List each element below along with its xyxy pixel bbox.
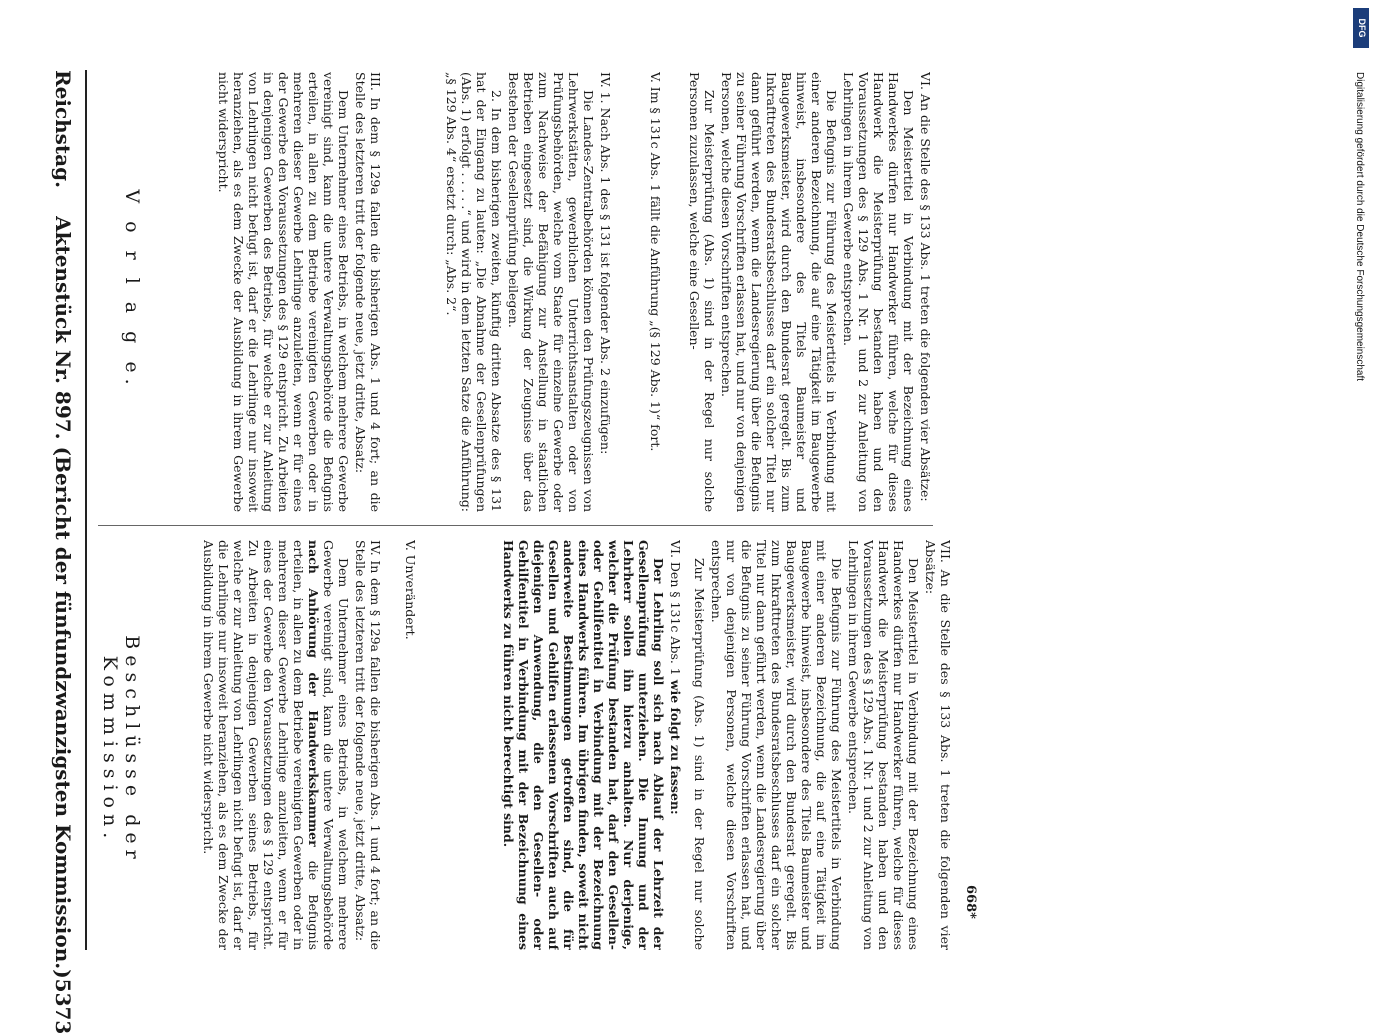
right-VI-prefix: VI. Den § 131c Abs. 1 <box>668 540 683 680</box>
left-VI-p3: Zur Meisterprüfung (Abs. 1) sind in der Regel nur solche Personen zuzulassen, welche eine Gesellen- <box>687 72 717 512</box>
left-VI-p2: Die Befugnis zur Führung des Meistertitels in Verbindung mit einer anderen Bezeichnung, die auf eine Tätigkeit im Baugewerbe hinweist, insbesondere des Titels Baumeister und Baugewerksmeister, wird durch den Bundesrat geregelt. Bis zum Inkrafttreten des Bundesratsbeschlusses darf ein solcher Titel nur dann geführt werden, wenn die Landesregierung über die Befugnis zu seiner Führung Vorschriften erlassen hat, und nur von denjenigen Personen, welche diesen Vorschriften entsprechen. <box>719 72 839 512</box>
left-III-body: Dem Unternehmer eines Betriebs, in welchem mehrere Gewerbe vereinigt sind, kann die untere Verwaltungsbehörde die Befugnis erteilen, in allen zu dem Betriebe vereinigten Gewerben oder in mehreren dieser Gewerbe Lehrlinge anzuleiten, wenn er für eines der Gewerbe den Voraussetzungen des § 129 entspricht. Zu Arbeiten in denjenigen Gewerben des Betriebs, für welche er zur Anleitung von Lehrlingen nicht befugt ist, darf er die Lehrlinge nur insoweit heranziehen, als es dem Zwecke der Ausbildung in ihrem Gewerbe nicht widerspricht. <box>216 72 351 512</box>
right-IV-text-a: Dem Unternehmer eines Betriebs, in welchem mehrere Gewerbe vereinigt sind, kann die untere Verwaltungsbehörde <box>321 540 351 950</box>
right-IV-body <box>201 540 351 950</box>
right-VII-heading: VII. An die Stelle des § 133 Abs. 1 treten die folgenden vier Absätze: <box>923 540 953 950</box>
right-VII-p2: Die Befugnis zur Führung des Meistertitels in Verbindung mit einer anderen Bezeichnung, die auf eine Tätigkeit im Baugewerbe hinweist, insbesondere des Titels Baumeister und Baugewerksmeister, wird durch den Bundesrat geregelt. Bis zum Inkrafttreten des Bundesratsbeschlusses darf ein solcher Titel nur dann geführt werden, wenn die Landesregierung über die Befugnis zu seiner Führung Vorschriften erlassen hat, und nur von denjenigen Personen, welche diesen Vorschriften entsprechen. <box>709 540 844 950</box>
right-section-V <box>396 540 418 950</box>
left-section-IV <box>398 72 613 512</box>
left-V-text: V. Im § 131c Abs. 1 fällt die Anführung „(§ 129 Abs. 1)“ fort. <box>648 72 663 452</box>
right-V-text: V. Unverändert. <box>403 540 418 640</box>
header-center: Aktenstück Nr. 897. (Bericht der fünfundzwanzigsten Kommission.) <box>51 216 75 979</box>
signature-mark: 668* <box>963 885 978 919</box>
right-section-VI <box>428 540 683 950</box>
right-column-title: Beschlüsse der Kommission. <box>99 635 143 865</box>
right-VI-body: Der Lehrling soll sich nach Ablauf der Lehrzeit der Gesellenprüfung unterziehen. Die Innung und der Lehrherr sollen ihn hierzu anhalten. Nur derjenige, welcher die Prüfung bestanden hat, darf den Gesellen- oder Gehilfentitel in Verbindung mit der Bezeichnung eines Handwerks führen. Im übrigen finden, soweit nicht anderweite Bestimmungen getroffen sind, die für Gesellen und Gehilfen erlassenen Vorschriften auch auf diejenigen Anwendung, die den Gesellen- oder Gehilfentitel in Verbindung mit der Bezeichnung eines Handwerks zu führen nicht berechtigt sind. <box>501 540 666 950</box>
right-IV-heading: IV. In dem § 129a fallen die bisherigen Abs. 1 und 4 fort; an die Stelle des letzteren tritt der folgende neue, jetzt dritte, Absatz: <box>353 540 383 950</box>
header-rule <box>85 70 87 950</box>
left-IV-2: 2. In dem bisherigen zweiten, künftig dritten Absatze des § 131 hat der Eingang zu lauten: „Die Abnahme der Gesellenprüfungen (Abs. 1) erfolgt . . . . .“ und wird in dem letzten Satze die Anführung: „§ 129 Abs. 4“ ersetzt durch: „Abs. 2“. <box>444 72 504 512</box>
left-section-VI <box>671 72 933 512</box>
dfg-logo: DFG <box>1353 8 1369 48</box>
left-IV-heading: IV. 1. Nach Abs. 1 des § 131 ist folgender Abs. 2 einzufügen: <box>598 72 613 455</box>
left-column-title: V o r l a g e. <box>121 189 143 391</box>
right-VI-heading <box>668 540 683 950</box>
left-section-III <box>148 72 383 512</box>
right-VII-p1: Den Meistertitel in Verbindung mit der Bezeichnung eines Handwerkes dürfen nur Handwerker führen, welche für dieses Handwerk die Meisterprüfung bestanden haben und den Voraussetzungen des § 129 Abs. 1 Nr. 1 und 2 zur Anleitung von Lehrlingen in ihrem Gewerbe entsprechen. <box>846 540 921 950</box>
header-left: Reichstag. <box>51 70 75 189</box>
left-III-heading: III. In dem § 129a fallen die bisherigen Abs. 1 und 4 fort; an die Stelle des letzteren tritt der folgende neue, jetzt dritte, Absatz: <box>353 72 383 512</box>
left-section-V <box>623 72 663 512</box>
right-section-VII <box>691 540 953 950</box>
column-divider <box>98 525 933 526</box>
left-VI-p1: Den Meistertitel in Verbindung mit der Bezeichnung eines Handwerkes dürfen nur Handwerker führen, welche für dieses Handwerk die Meisterprüfung bestanden haben und den Voraussetzungen des § 129 Abs. 1 Nr. 1 und 2 zur Anleitung von Lehrlingen in ihrem Gewerbe entsprechen. <box>841 72 916 512</box>
right-VII-p3: Zur Meisterprüfung (Abs. 1) sind in der Regel nur solche <box>692 558 707 950</box>
left-IV-body: Die Landes-Zentralbehörden können den Prüfungszeugnissen von Lehrwerkstätten, gewerblichen Unterrichtsanstalten oder von Prüfungsbehörden, welche vom Staate für einzelne Gewerbe oder zum Nachweise der Befähigung zur Anstellung in staatlichen Betrieben eingesetzt sind, die Wirkung der Zeugnisse über das Bestehen der Gesellenprüfung beilegen. <box>506 72 596 512</box>
right-IV-text-b: die Befugnis erteilen, in allen zu dem Betriebe vereinigten Gewerben oder in mehreren dieser Gewerbe Lehrlinge anzuleiten, wenn er für eines der Gewerbe den Voraussetzungen des § 129 entspricht. Zu Arbeiten in denjenigen Gewerben seines Betriebs, für welche er zur Anleitung von Lehrlingen nicht befugt ist, darf er die Lehrlinge nur insoweit heranziehen, als es dem Zwecke der Ausbildung in ihrem Gewerbe nicht widerspricht. <box>201 540 321 950</box>
left-VI-heading: VI. An die Stelle des § 133 Abs. 1 treten die folgenden vier Absätze: <box>918 72 933 502</box>
digitization-note: Digitalisierung gefördert durch die Deutsche Forschungsgemeinschaft <box>1354 72 1365 382</box>
page-header <box>43 70 83 1034</box>
right-VI-intro: wie folgt zu fassen: <box>668 679 683 815</box>
page-number: 5373 <box>51 978 75 1034</box>
right-IV-bold: nach Anhörung der Handwerkskammer <box>306 540 321 847</box>
right-section-IV <box>148 540 383 950</box>
